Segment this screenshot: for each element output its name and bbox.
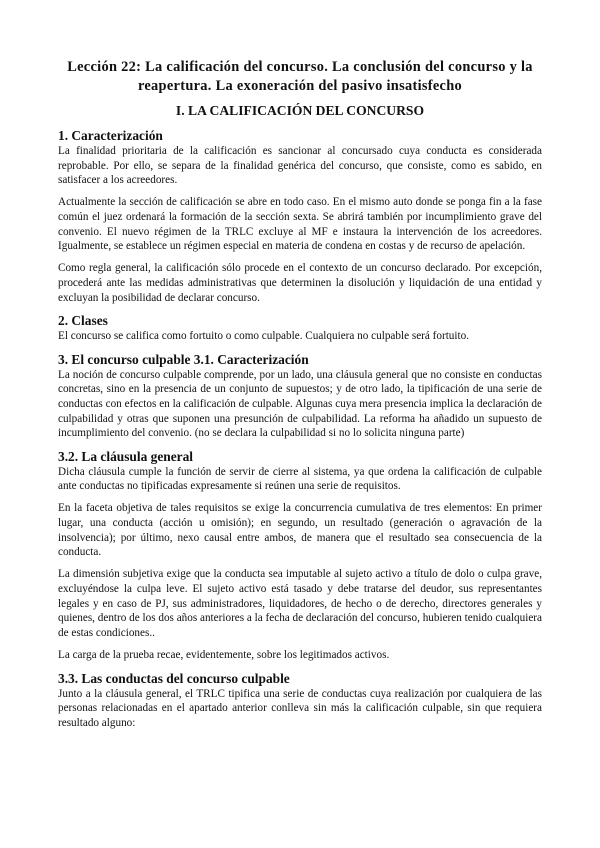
section-conductas [58,671,542,731]
paragraph: En la faceta objetiva de tales requisitos se exige la concurrencia cumulativa de tres elementos: En primer lugar, una conducta (acción u omisión); en segundo, un resultado (generación o agravación de la insolvencia); por último, nexo causal entre ambos, de manera que el resultado sea consecuencia de la conducta. [58,502,542,559]
paragraph: La noción de concurso culpable comprende, por un lado, una cláusula general que no consiste en conductas concretas, sino en la presencia de un conjunto de supuestos; y de otro lado, la tipificación de una serie de conductas con efectos en la calificación de culpable. Algunas cuya mera presencia implica la declaración de culpabilidad y otras que suponen una presunción de culpabilidad. La reforma ha añadido un supuesto de incumplimiento del convenio. (no se declara la culpabilidad si no lo solicita ninguna parte) [58,368,542,440]
section-heading: 1. Caracterización [58,128,163,143]
paragraph: Como regla general, la calificación sólo procede en el contexto de un concurso declarado. Por excepción, procederá ante las medidas administrativas que determinen la disolución y liquidación de una entidad y excluyan la posibilidad de declarar concurso. [58,262,542,304]
section-clausula-general [58,449,542,663]
document-page [58,58,542,738]
section-title: I. LA CALIFICACIÓN DEL CONCURSO [175,103,425,118]
section-heading: 3.3. Las conductas del concurso culpable [58,670,290,686]
section-heading: 2. Clases [58,313,108,329]
paragraph: El concurso se califica como fortuito o como culpable. Cualquiera no culpable será fortuito. [58,330,469,343]
section-concurso-culpable [58,352,542,441]
paragraph: Junto a la cláusula general, el TRLC tipifica una serie de conductas cuya realización por cualquiera de las personas relacionadas en el apartado anterior conlleva sin más la calificación culpable, sin que requiera resultado alguno: [58,687,542,729]
section-caracterizacion [58,128,542,305]
lesson-title: Lección 22: La calificación del concurso. La conclusión del concurso y la reapertura. La exoneración del pasivo insatisfecho [67,59,533,94]
paragraph: Actualmente la sección de calificación se abre en todo caso. En el mismo auto donde se ponga fin a la fase común el juez ordenará la formación de la sección sexta. Se abrirá también por incumplimiento grave del convenio. El nuevo régimen de la TRLC excluye al MF e instaura la intervención de los acreedores. Igualmente, se establece un régimen especial en materia de condena en costas y de recurso de apelación. [58,196,542,253]
section-heading: 3.2. La cláusula general [58,448,194,464]
section-heading: 3. El concurso culpable 3.1. Caracterización [58,351,309,367]
paragraph: Dicha cláusula cumple la función de servir de cierre al sistema, ya que ordena la calificación de culpable ante conductas no tipificadas expresamente si reúnen una serie de requisitos. [58,465,542,493]
paragraph: La finalidad prioritaria de la calificación es sancionar al concursado cuya conducta es considerada reprobable. Por ello, se separa de la finalidad genérica del concurso, que consiste, como es sabido, en satisfacer a los acreedores. [58,145,542,187]
section-clases [58,313,542,344]
paragraph: La dimensión subjetiva exige que la conducta sea imputable al sujeto activo a título de dolo o culpa grave, excluyéndose la culpa leve. El sujeto activo está tasado y debe tratarse del deudor, sus representantes legales y en caso de PJ, sus administradores, liquidadores, de hecho o de derecho, directores generales y quienes, dentro de los dos años anteriores a la fecha de declaración del concurso, hubieren tenido cualquiera de estas condiciones.. [58,568,542,639]
paragraph: La carga de la prueba recae, evidentemente, sobre los legitimados activos. [58,649,390,661]
